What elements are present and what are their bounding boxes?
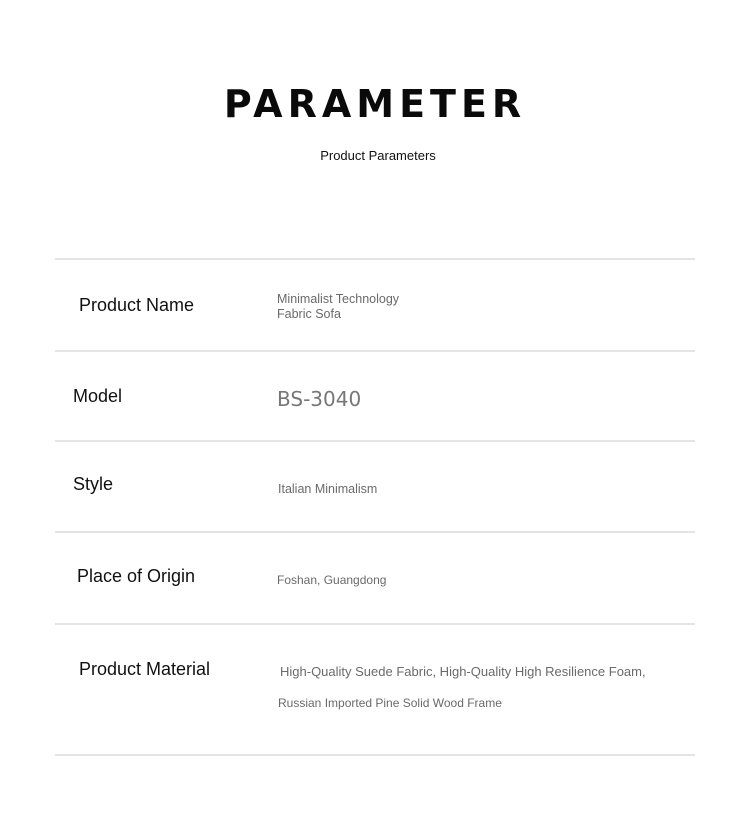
row-label-style: Style — [73, 474, 114, 494]
row-label-place-of-origin: Place of Origin — [77, 566, 196, 586]
row-label-product-name: Product Name — [79, 295, 195, 315]
page-subtitle: Product Parameters — [320, 148, 436, 163]
page-title: PARAMETER — [223, 82, 527, 126]
divider — [55, 531, 695, 533]
divider — [55, 350, 695, 352]
row-value-product-material-line1: High-Quality Suede Fabric, High-Quality High Resilience Foam, — [280, 664, 646, 679]
row-value-style: Italian Minimalism — [278, 482, 378, 496]
row-label-model: Model — [73, 386, 123, 406]
divider — [55, 623, 695, 625]
row-value-model: BS-3040 — [277, 387, 362, 411]
divider — [55, 440, 695, 442]
row-value-product-name: Minimalist Technology Fabric Sofa — [277, 292, 400, 321]
divider — [55, 754, 695, 756]
row-value-place-of-origin: Foshan, Guangdong — [277, 573, 387, 587]
row-value-product-material-line2: Russian Imported Pine Solid Wood Frame — [278, 696, 502, 710]
row-label-product-material: Product Material — [79, 659, 211, 679]
divider — [55, 258, 695, 260]
